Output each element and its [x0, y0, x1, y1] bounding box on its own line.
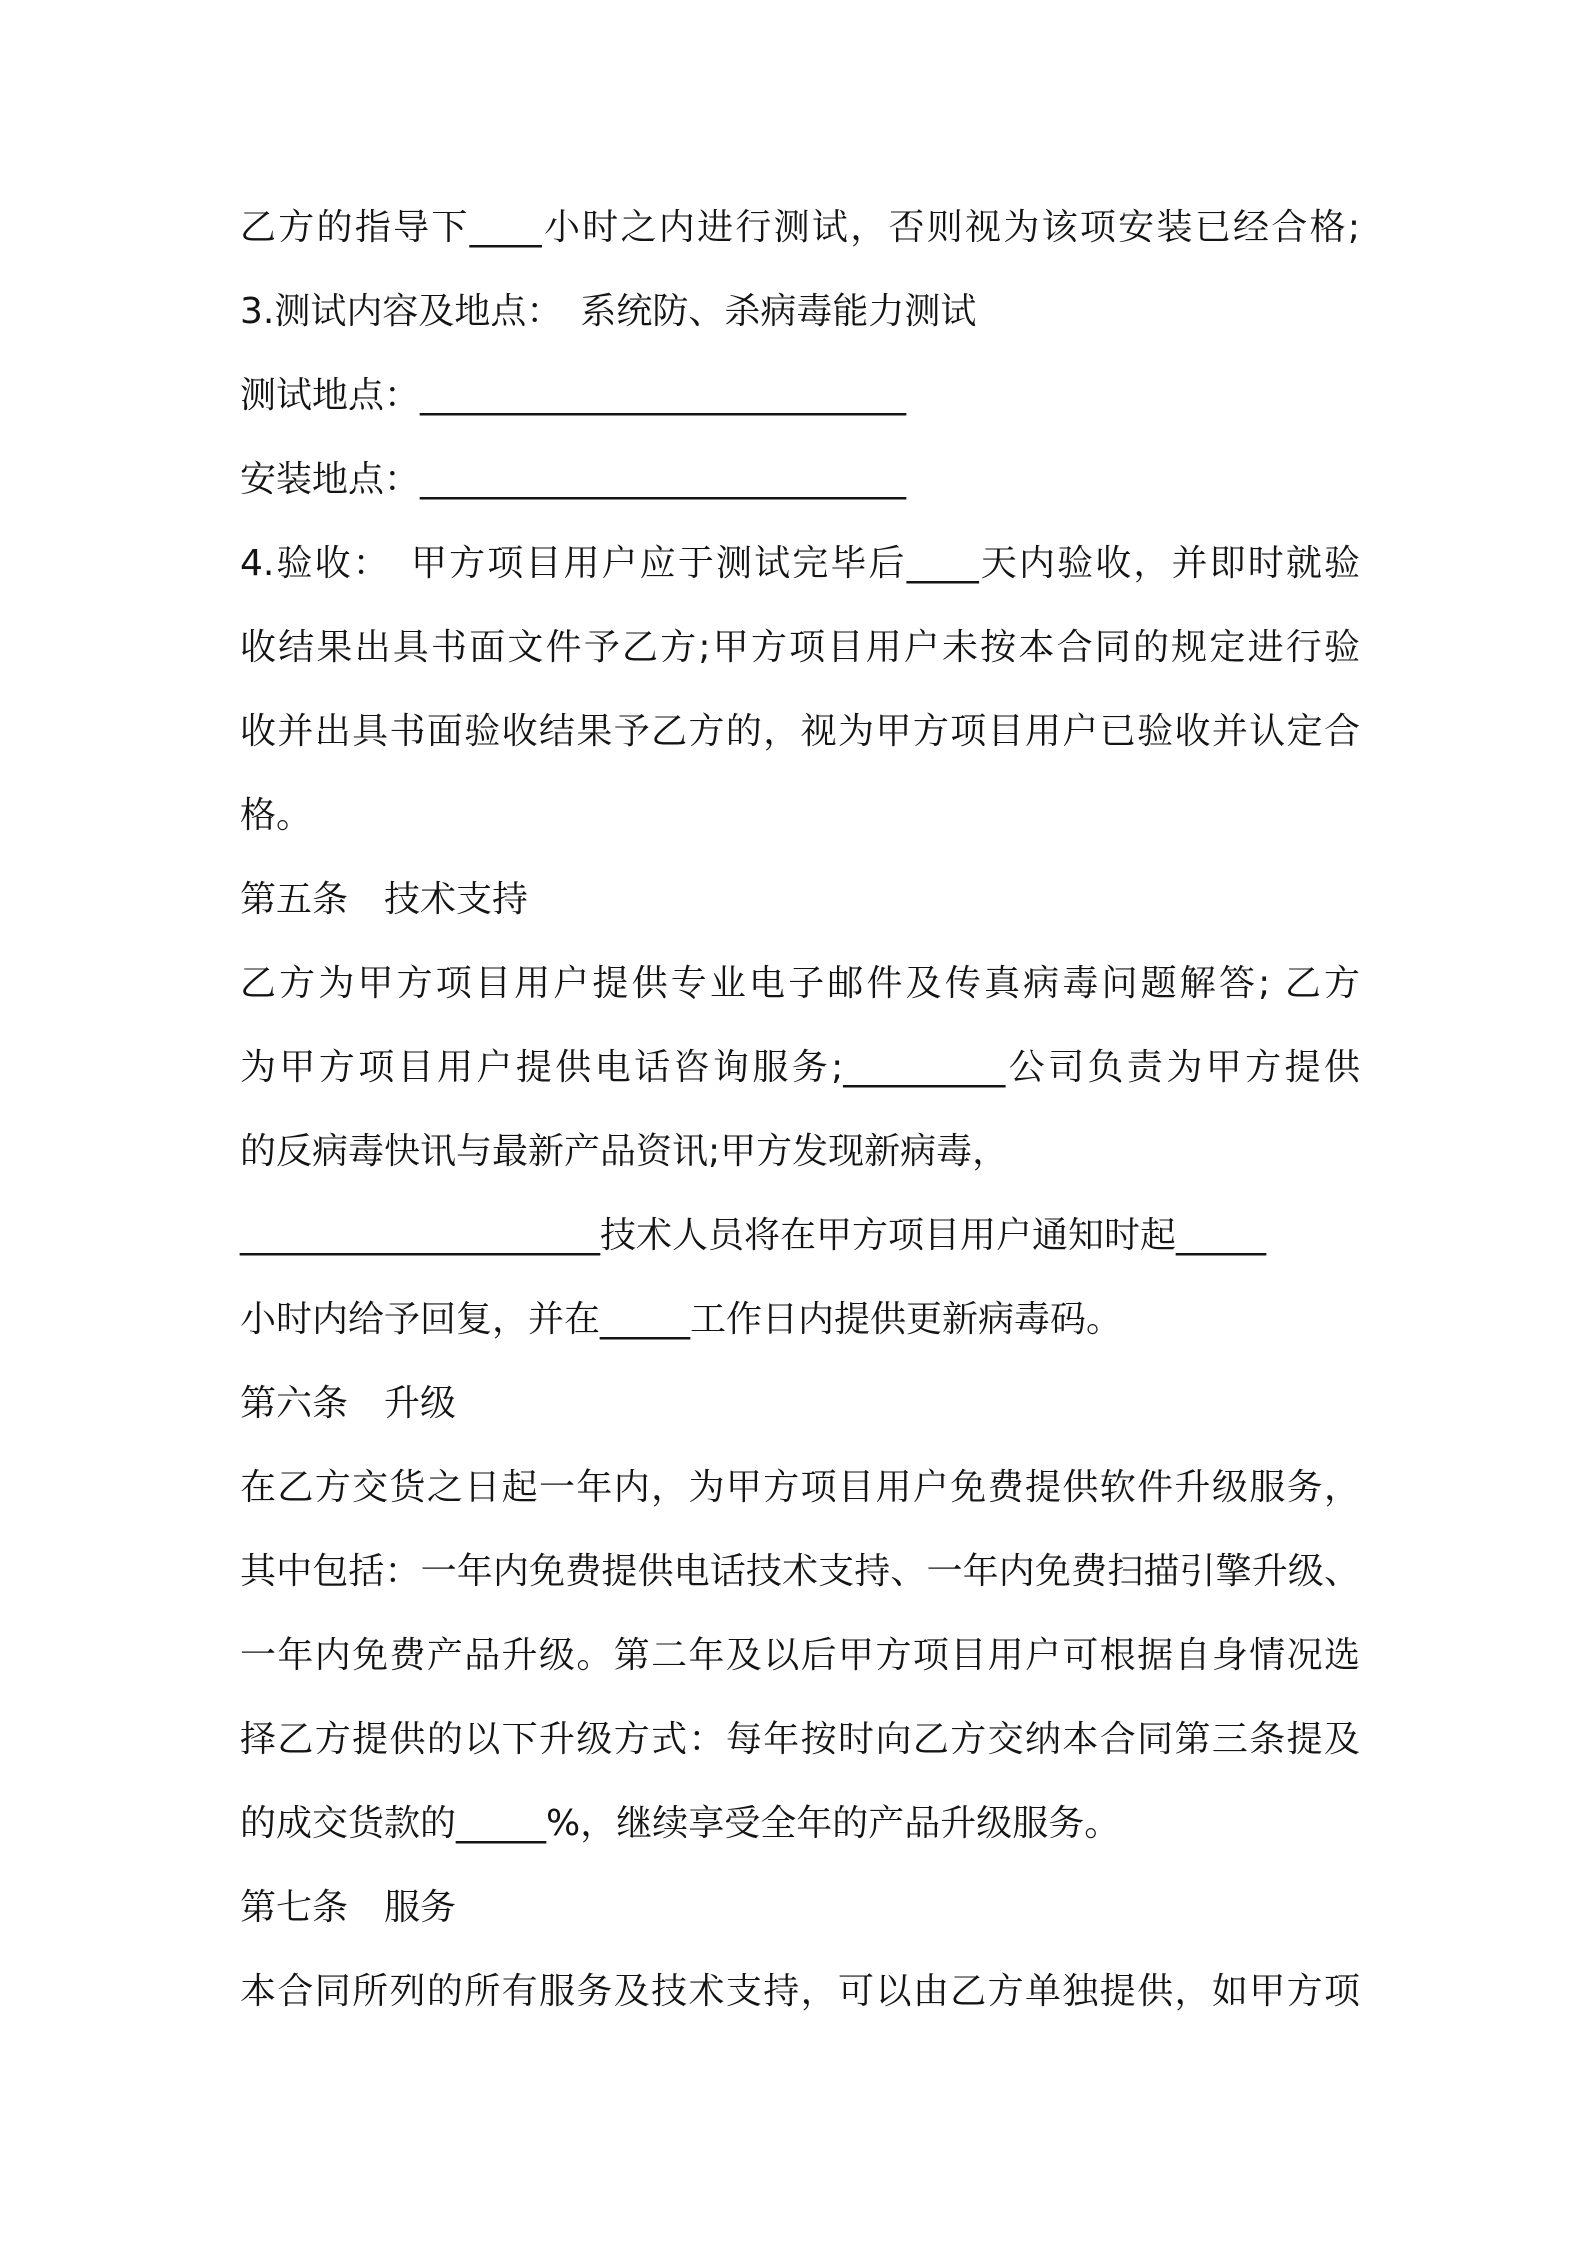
text-line: 安装地点：___________________________: [240, 459, 907, 500]
text-line: ____________________技术人员将在甲方项目用户通知时起_____: [240, 1215, 1267, 1256]
text-line: 其中包括：一年内免费提供电话技术支持、一年内免费扫描引擎升级、: [240, 1551, 1360, 1592]
text-line: 4.验收： 甲方项目用户应于测试完毕后____天内验收，并即时就验: [240, 543, 1360, 584]
text-line: 收并出具书面验收结果予乙方的，视为甲方项目用户已验收并认定合: [240, 711, 1360, 752]
text-line: 测试地点：___________________________: [240, 375, 907, 416]
text-line: 格。: [240, 795, 313, 836]
text-line: 为甲方项目用户提供电话咨询服务;_________公司负责为甲方提供: [240, 1047, 1360, 1088]
text-line: 乙方为甲方项目用户提供专业电子邮件及传真病毒问题解答; 乙方: [240, 963, 1360, 1004]
text-line: 的成交货款的_____%，继续享受全年的产品升级服务。: [240, 1803, 1121, 1844]
text-line: 小时内给予回复，并在_____工作日内提供更新病毒码。: [240, 1299, 1123, 1340]
text-line: 收结果出具书面文件予乙方;甲方项目用户未按本合同的规定进行验: [240, 627, 1360, 668]
section-heading: 第六条 升级: [240, 1383, 457, 1424]
section-heading: 第五条 技术支持: [240, 879, 529, 920]
document-body: [240, 198, 1360, 2046]
text-line: 在乙方交货之日起一年内，为甲方项目用户免费提供软件升级服务，: [240, 1467, 1360, 1508]
section-heading: 第七条 服务: [240, 1887, 457, 1928]
text-line: 一年内免费产品升级。第二年及以后甲方项目用户可根据自身情况选: [240, 1635, 1360, 1676]
text-line: 3.测试内容及地点： 系统防、杀病毒能力测试: [240, 291, 977, 332]
text-line: 的反病毒快讯与最新产品资讯;甲方发现新病毒，: [240, 1131, 1009, 1172]
text-line: 本合同所列的所有服务及技术支持，可以由乙方单独提供，如甲方项: [240, 1971, 1360, 2012]
text-line: 择乙方提供的以下升级方式：每年按时向乙方交纳本合同第三条提及: [240, 1719, 1360, 1760]
text-line: 乙方的指导下____小时之内进行测试，否则视为该项安装已经合格;: [240, 207, 1360, 248]
